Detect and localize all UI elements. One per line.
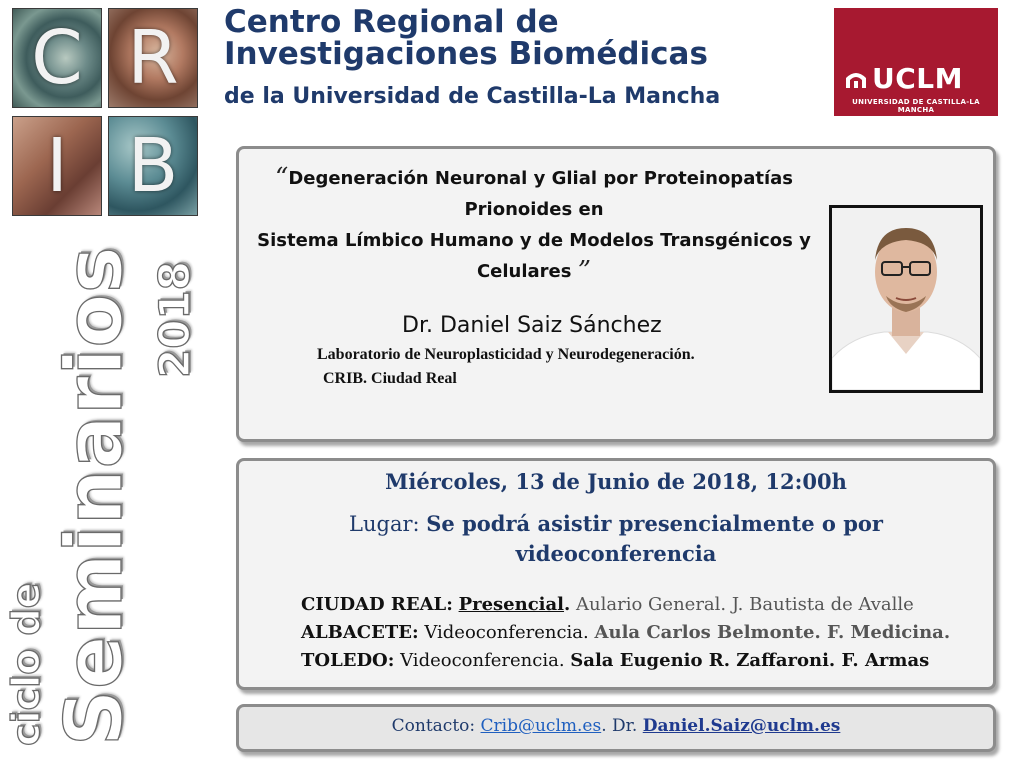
event-date: Miércoles, 13 de Junio de 2018, 12:00h (385, 469, 847, 494)
logo-tile-r (108, 8, 198, 108)
location-text: Se podrá asistir presencialmente o por videoconferencia (426, 511, 883, 566)
year-label: 2018 (150, 261, 199, 378)
open-quote: “ (275, 163, 289, 193)
uclm-emblem-icon (844, 66, 868, 90)
venue-mode: Videoconferencia (424, 622, 584, 643)
contact-panel (236, 704, 996, 752)
speaker-portrait-image (832, 208, 980, 390)
event-location (299, 509, 933, 569)
center-title-line2: Investigaciones Biomédicas (224, 36, 708, 72)
logo-letter-c: C (31, 15, 83, 101)
venue-mode: Presencial (458, 594, 565, 615)
venue-detail: Aulario General. J. Bautista de Avalle (576, 594, 914, 615)
logo-tile-b (108, 116, 198, 216)
ciclo-de-label: ciclo de (4, 582, 48, 746)
venue-ciudad-real (301, 591, 950, 619)
venue-city: TOLEDO: (301, 650, 395, 671)
talk-title-line1: Degeneración Neuronal y Glial por Proteinopatías (288, 168, 793, 189)
center-title-line1: Centro Regional de (224, 4, 559, 40)
venue-sep: . (583, 622, 589, 643)
contact-label: Contacto: (391, 716, 476, 736)
close-quote: ” (577, 256, 592, 286)
talk-title-line3: Sistema Límbico Humano y de Modelos Transgénicos y (257, 230, 811, 251)
speaker-name: Dr. Daniel Saiz Sánchez (402, 313, 662, 338)
university-subtitle: de la Universidad de Castilla-La Mancha (224, 84, 721, 109)
venue-city: CIUDAD REAL: (301, 594, 453, 615)
venue-sep: . (558, 650, 565, 671)
daniel-email-link[interactable]: Daniel.Saiz@uclm.es (642, 716, 841, 736)
logo-letter-r: R (127, 15, 179, 101)
talk-title-line4: Celulares (476, 261, 572, 282)
location-label: Lugar: (349, 512, 420, 536)
crib-email-link[interactable]: Crib@uclm.es (480, 716, 602, 736)
crib-logo (12, 8, 198, 216)
seminarios-label: Seminarios (50, 245, 140, 746)
speaker-place: CRIB. Ciudad Real (323, 370, 457, 387)
talk-title (239, 163, 829, 287)
talk-panel (236, 146, 996, 442)
venue-list (301, 591, 950, 675)
venue-albacete (301, 619, 950, 647)
event-panel (236, 458, 996, 690)
logo-tile-i (12, 116, 102, 216)
speaker-lab: Laboratorio de Neuroplasticidad y Neurodegeneración. (317, 346, 695, 363)
contact-mid: . Dr. (601, 716, 638, 736)
uclm-logo (834, 8, 998, 116)
uclm-name: UCLM (872, 62, 963, 95)
center-title (224, 6, 824, 70)
speaker-photo (829, 205, 983, 393)
venue-toledo (301, 647, 950, 675)
venue-city: ALBACETE: (301, 622, 419, 643)
venue-detail: Sala Eugenio R. Zaffaroni. F. Armas (570, 650, 930, 671)
uclm-subtitle: UNIVERSIDAD DE CASTILLA-LA MANCHA (852, 98, 980, 114)
contact-line (239, 716, 993, 736)
venue-detail: Aula Carlos Belmonte. F. Medicina. (594, 622, 951, 643)
talk-title-line2: Prionoides en (464, 199, 604, 220)
venue-sep: . (564, 594, 571, 615)
logo-letter-i: I (46, 123, 68, 209)
logo-tile-c (12, 8, 102, 108)
venue-mode: Videoconferencia (400, 650, 559, 671)
logo-letter-b: B (127, 123, 179, 209)
